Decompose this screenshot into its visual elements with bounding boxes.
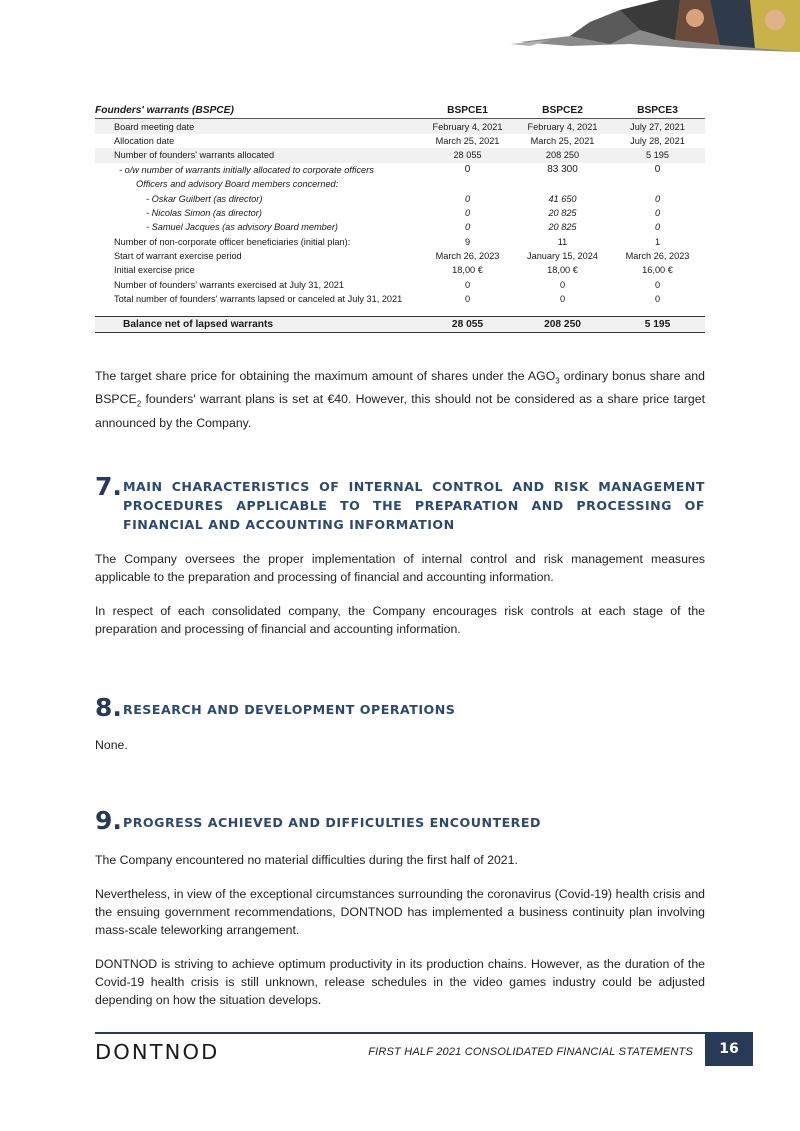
share-price-target-paragraph — [95, 367, 705, 432]
table-cell: 0 — [464, 207, 471, 218]
table-cell: 0 — [464, 294, 471, 305]
table-row — [95, 119, 705, 134]
row-label: - o/w number of warrants initially allocated to corporate officers — [119, 164, 374, 175]
table-header-cell: BSPCE3 — [610, 104, 705, 119]
row-label: Allocation date — [114, 135, 175, 146]
table-cell: 18,00 € — [547, 265, 578, 276]
section-9-paragraph-2: Nevertheless, in view of the exceptional circumstances surrounding the coronavirus (Covid-19) health crisis and the ensuing government recommendations, DONTNOD has implemented a business continuity plan involving mass-scale teleworking arrangement. — [95, 887, 705, 937]
table-row — [95, 163, 705, 177]
table-cell: 0 — [464, 279, 471, 290]
table-cell: 0 — [654, 207, 661, 218]
table-row — [95, 177, 705, 191]
table-row — [95, 134, 705, 148]
table-cell: 0 — [654, 193, 661, 204]
table-cell: January 15, 2024 — [526, 251, 598, 262]
table-row — [95, 292, 705, 306]
page-number: 16 — [705, 1032, 753, 1066]
table-cell: February 4, 2021 — [420, 119, 515, 134]
table-cell: July 27, 2021 — [610, 119, 705, 134]
row-label: - Oskar Guilbert (as director) — [146, 193, 263, 204]
total-cell: 208 250 — [515, 317, 610, 333]
table-cell: 0 — [654, 163, 661, 175]
table-cell: 20 825 — [548, 222, 577, 233]
table-cell: March 26, 2023 — [625, 251, 690, 262]
table-header-cell: Founders' warrants (BSPCE) — [95, 104, 420, 119]
table-header-cell: BSPCE2 — [515, 104, 610, 119]
row-label: Officers and advisory Board members concerned: — [136, 179, 339, 190]
section-9-paragraph-1: The Company encountered no material difficulties during the first half of 2021. — [95, 853, 518, 867]
header-game-art-banner — [510, 0, 800, 60]
section-8-paragraph-1: None. — [95, 738, 128, 752]
table-row — [95, 249, 705, 263]
table-cell: 9 — [464, 236, 471, 247]
table-cell: 0 — [464, 193, 471, 204]
table-cell: 0 — [464, 222, 471, 233]
table-cell: 11 — [557, 236, 568, 247]
table-row — [95, 263, 705, 277]
total-cell: 5 195 — [610, 317, 705, 333]
table-cell: 18,00 € — [452, 265, 483, 276]
para-text: founders' warrant plans is set at €40. However, this should not be considered as a share price target announced by the Company. — [95, 392, 705, 430]
section-7-paragraph-2: In respect of each consolidated company, the Company encourages risk controls at each stage of the preparation and processing of financial and accounting information. — [95, 604, 705, 636]
para-text: The target share price for obtaining the maximum amount of shares under the AGO — [95, 369, 556, 383]
table-cell: 0 — [559, 279, 566, 290]
section-7-heading — [95, 474, 705, 534]
table-cell: 0 — [559, 294, 566, 305]
para-text: ordinary bonus share and BSPCE — [95, 369, 705, 407]
section-number: 7. — [95, 472, 122, 501]
row-label: Number of founders' warrants exercised at July 31, 2021 — [114, 279, 345, 290]
row-label: Initial exercise price — [114, 265, 195, 276]
table-cell: 83 300 — [547, 163, 578, 175]
para-subscript: 2 — [136, 399, 142, 409]
table-total-row — [95, 317, 705, 333]
table-cell — [610, 177, 705, 191]
section-title: RESEARCH AND DEVELOPMENT OPERATIONS — [123, 702, 456, 717]
row-label: Start of warrant exercise period — [114, 251, 242, 262]
section-title: MAIN CHARACTERISTICS OF INTERNAL CONTROL AND RISK MANAGEMENT PROCEDURES APPLICABLE TO THE PREPARATION AND PROCESSING OF FINANCIAL AND ACCOUNTING INFORMATION — [123, 479, 705, 532]
table-cell — [420, 177, 515, 191]
founders-warrants-table — [95, 104, 705, 333]
table-cell: 41 650 — [548, 193, 577, 204]
table-cell: 0 — [654, 294, 661, 305]
row-label: - Nicolas Simon (as director) — [146, 207, 262, 218]
row-label: Number of non-corporate officer beneficiaries (initial plan): — [114, 236, 351, 247]
table-spacer-row — [95, 306, 705, 317]
table-cell: 20 825 — [548, 207, 577, 218]
table-cell: July 28, 2021 — [630, 135, 685, 146]
table-cell: March 25, 2021 — [530, 135, 595, 146]
table-cell: 1 — [654, 236, 661, 247]
table-cell: 0 — [654, 279, 661, 290]
table-cell: 28 055 — [420, 148, 515, 162]
para-subscript: 3 — [555, 376, 560, 386]
table-cell: 16,00 € — [642, 265, 673, 276]
table-row — [95, 278, 705, 292]
table-cell: 208 250 — [515, 148, 610, 162]
total-cell: 28 055 — [420, 317, 515, 333]
table-cell — [515, 177, 610, 191]
section-number: 8. — [95, 693, 122, 722]
table-row — [95, 206, 705, 220]
table-header-cell: BSPCE1 — [420, 104, 515, 119]
footer-document-title: FIRST HALF 2021 CONSOLIDATED FINANCIAL STATEMENTS — [368, 1046, 693, 1058]
table-row — [95, 148, 705, 162]
table-cell: 0 — [464, 163, 471, 175]
dontnod-logo: DONTNOD — [95, 1040, 220, 1064]
section-number: 9. — [95, 806, 122, 835]
table-row — [95, 235, 705, 249]
section-9-heading — [95, 808, 705, 836]
table-header-row — [95, 104, 705, 119]
row-label: Board meeting date — [95, 119, 420, 134]
table-cell: February 4, 2021 — [515, 119, 610, 134]
table-cell: 0 — [654, 222, 661, 233]
section-7-paragraph-1: The Company oversees the proper implementation of internal control and risk management measures applicable to the preparation and processing of financial and accounting information. — [95, 552, 705, 584]
total-label: Balance net of lapsed warrants — [95, 317, 420, 333]
table-row — [95, 191, 705, 205]
table-row — [95, 220, 705, 234]
row-label: Number of founders' warrants allocated — [95, 148, 420, 162]
footer-rule — [95, 1032, 705, 1034]
section-9-paragraph-3: DONTNOD is striving to achieve optimum productivity in its production chains. However, as the duration of the Covid-19 health crisis is still unknown, release schedules in the video games industry could be adjusted depending on how the situation develops. — [95, 957, 705, 1007]
section-title: PROGRESS ACHIEVED AND DIFFICULTIES ENCOUNTERED — [123, 815, 541, 830]
row-label: Total number of founders' warrants lapsed or canceled at July 31, 2021 — [114, 294, 403, 305]
table-cell: March 25, 2021 — [435, 135, 500, 146]
row-label: - Samuel Jacques (as advisory Board member) — [146, 222, 338, 233]
section-8-heading — [95, 695, 705, 723]
table-cell: March 26, 2023 — [435, 251, 500, 262]
table-cell: 5 195 — [610, 148, 705, 162]
